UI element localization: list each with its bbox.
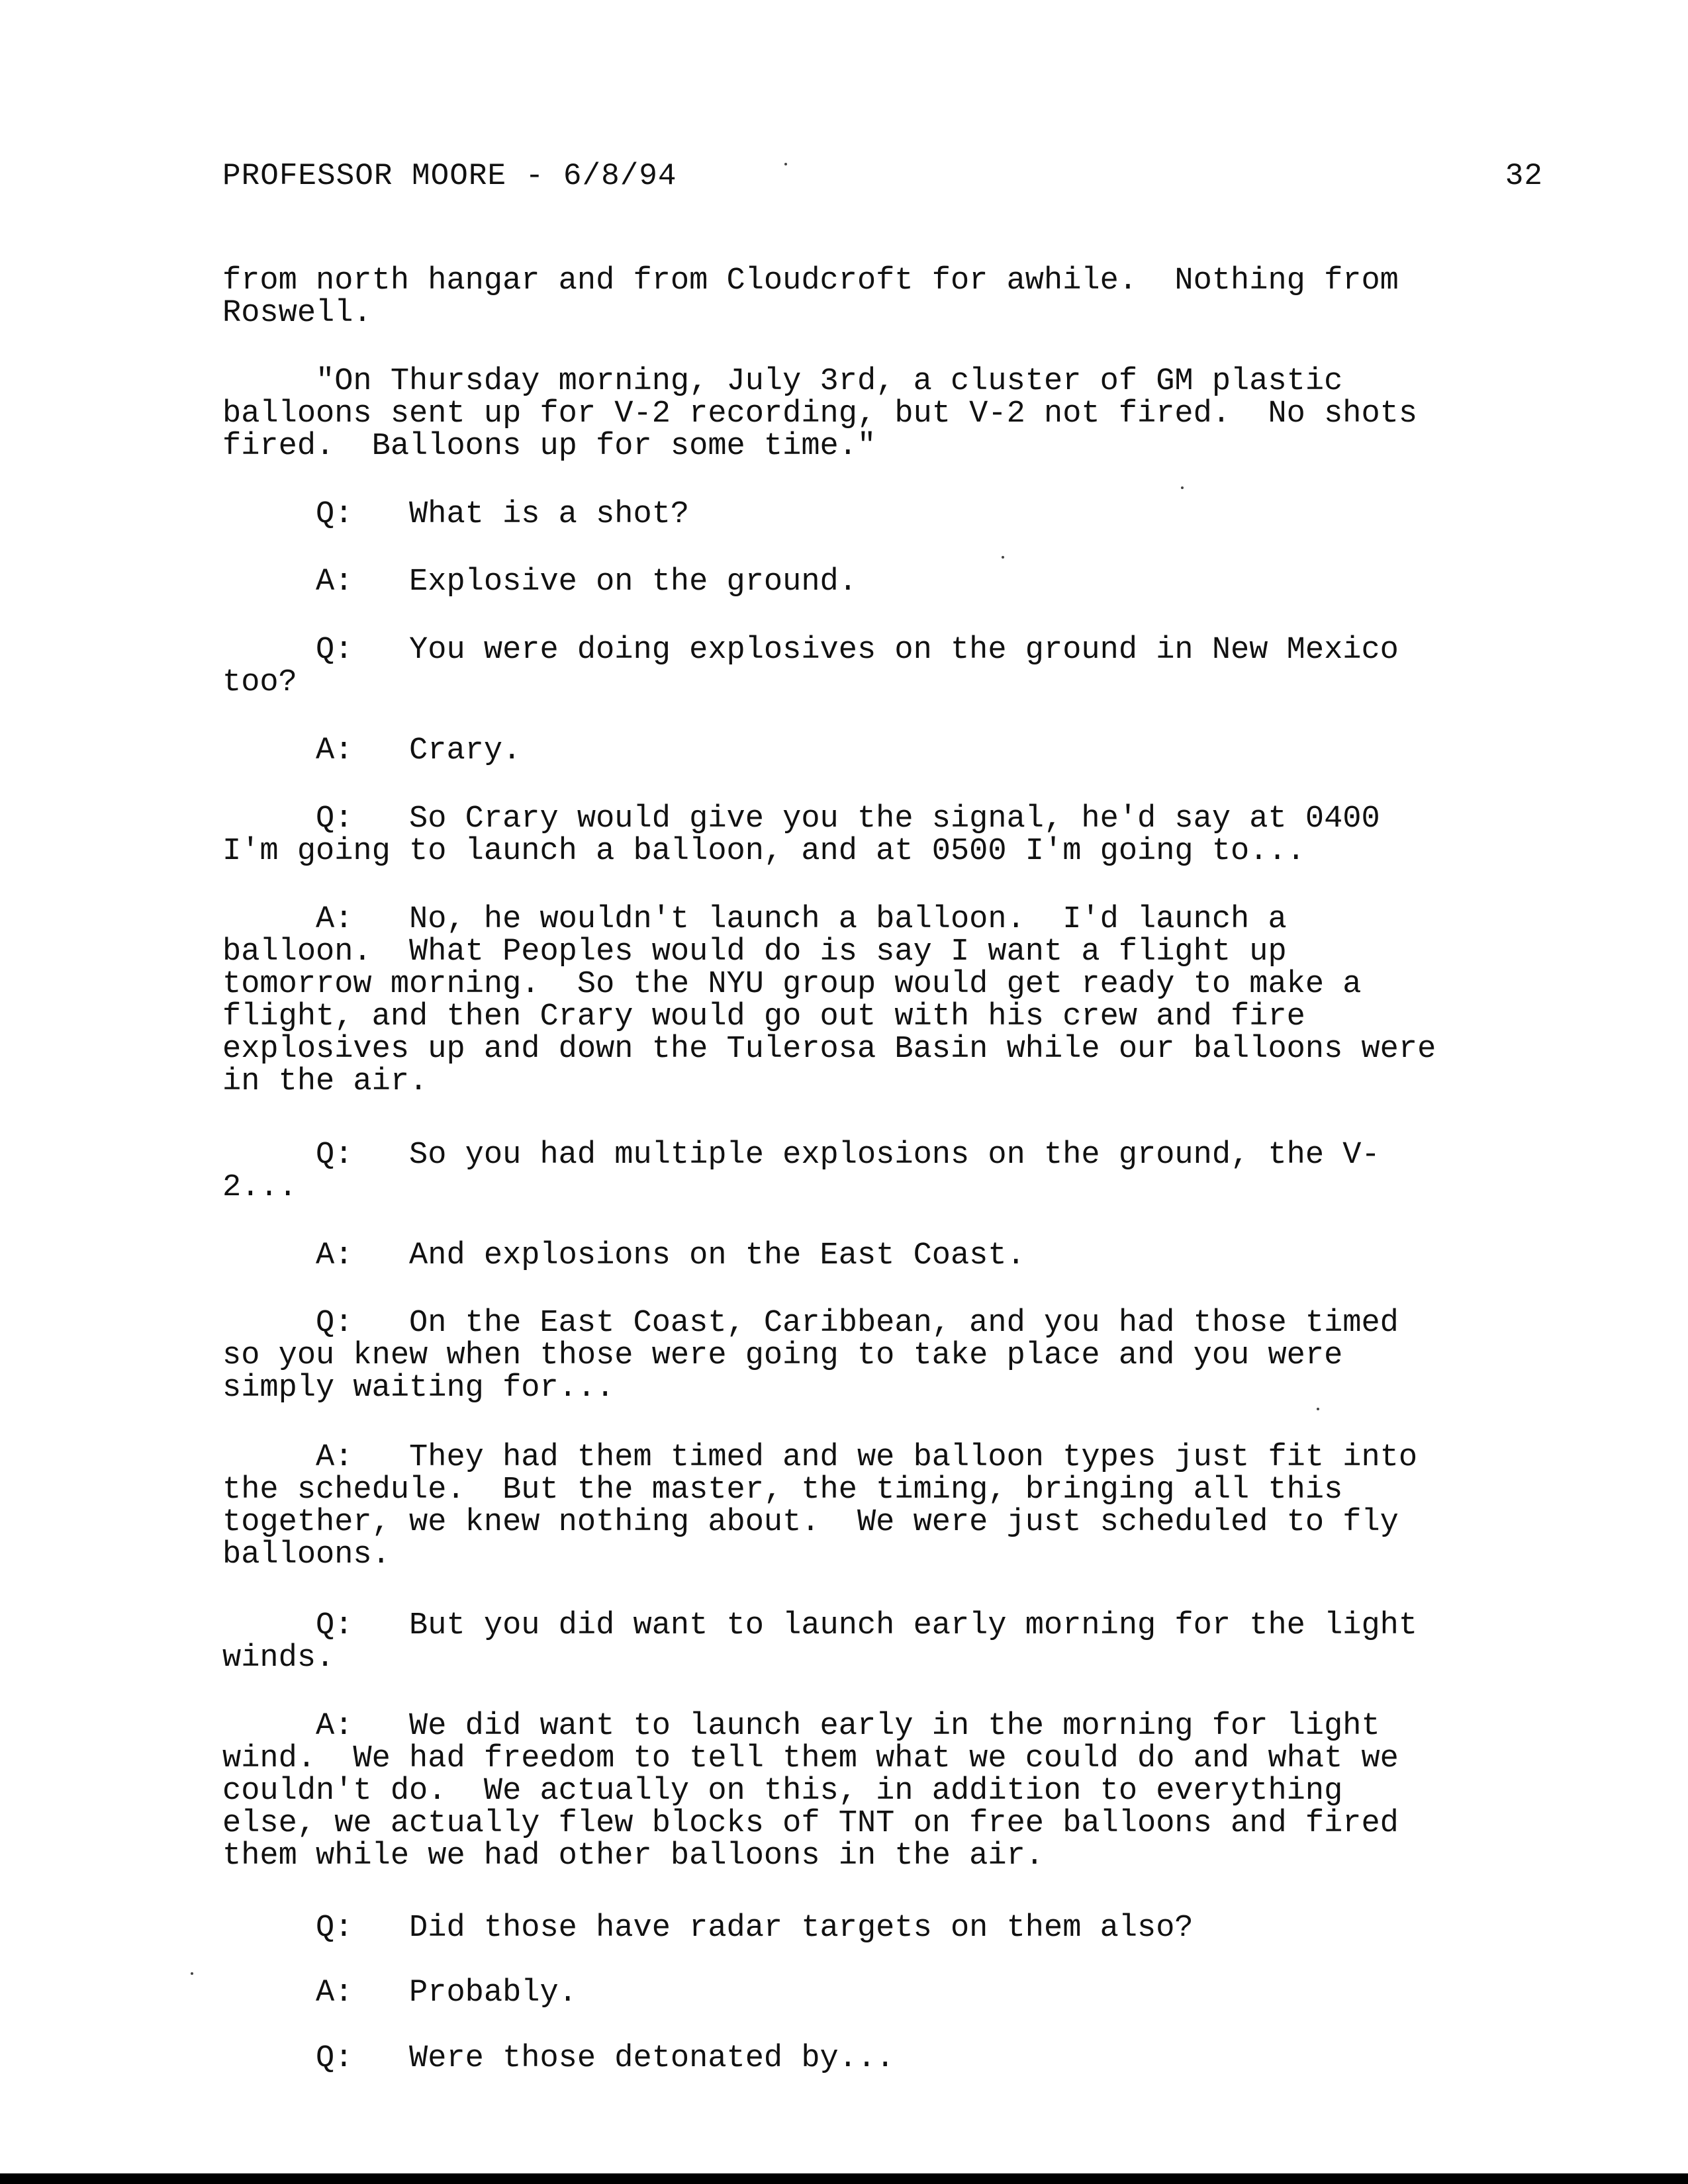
answer: A: Explosive on the ground.: [222, 565, 857, 600]
scan-speck: [1181, 486, 1184, 489]
question: Q: Were those detonated by...: [222, 2041, 895, 2076]
scan-speck: [1002, 556, 1004, 559]
question: Q: So you had multiple explosions on the ground, the V- 2...: [222, 1138, 1380, 1205]
page-number: 32: [1505, 159, 1543, 193]
quoted-paragraph: "On Thursday morning, July 3rd, a cluster of GM plastic balloons sent up for V-2 recording, but V-2 not fired. No shots fired. Balloons up for some time.": [222, 364, 1418, 464]
question: Q: On the East Coast, Caribbean, and you had those timed so you knew when those were going to take place and you were simply waiting for...: [222, 1306, 1399, 1406]
header-title: PROFESSOR MOORE - 6/8/94: [222, 159, 677, 193]
scan-bottom-edge: [0, 2173, 1688, 2184]
paragraph: from north hangar and from Cloudcroft for awhile. Nothing from Roswell.: [222, 263, 1399, 331]
question: Q: You were doing explosives on the ground in New Mexico too?: [222, 633, 1399, 700]
answer: A: And explosions on the East Coast.: [222, 1238, 1025, 1273]
answer: A: Crary.: [222, 733, 522, 768]
question: Q: Did those have radar targets on them also?: [222, 1911, 1194, 1946]
scan-speck: [1317, 1408, 1319, 1410]
answer: A: They had them timed and we balloon types just fit into the schedule. But the master, the timing, bringing all this together, we knew nothing about. We were just scheduled to fly balloons.: [222, 1440, 1418, 1572]
scan-speck: [784, 163, 787, 165]
question: Q: So Crary would give you the signal, he'd say at 0400 I'm going to launch a balloon, and at 0500 I'm going to...: [222, 801, 1380, 869]
question: Q: But you did want to launch early morning for the light winds.: [222, 1608, 1418, 1676]
answer: A: No, he wouldn't launch a balloon. I'd launch a balloon. What Peoples would do is say I want a flight up tomorrow morning. So the NYU group would get ready to make a flight, and then Crary would go out with his crew and fire explosives up and down the Tulerosa Basin while our balloons were in the air.: [222, 902, 1436, 1099]
question: Q: What is a shot?: [222, 497, 690, 532]
scan-speck: [191, 1972, 193, 1975]
answer: A: We did want to launch early in the morning for light wind. We had freedom to tell them what we could do and what we couldn't do. We actually on this, in addition to everything else, we actually flew blocks of TNT on free balloons and fired them while we had other balloons in the air.: [222, 1709, 1399, 1874]
answer: A: Probably.: [222, 1976, 577, 2011]
